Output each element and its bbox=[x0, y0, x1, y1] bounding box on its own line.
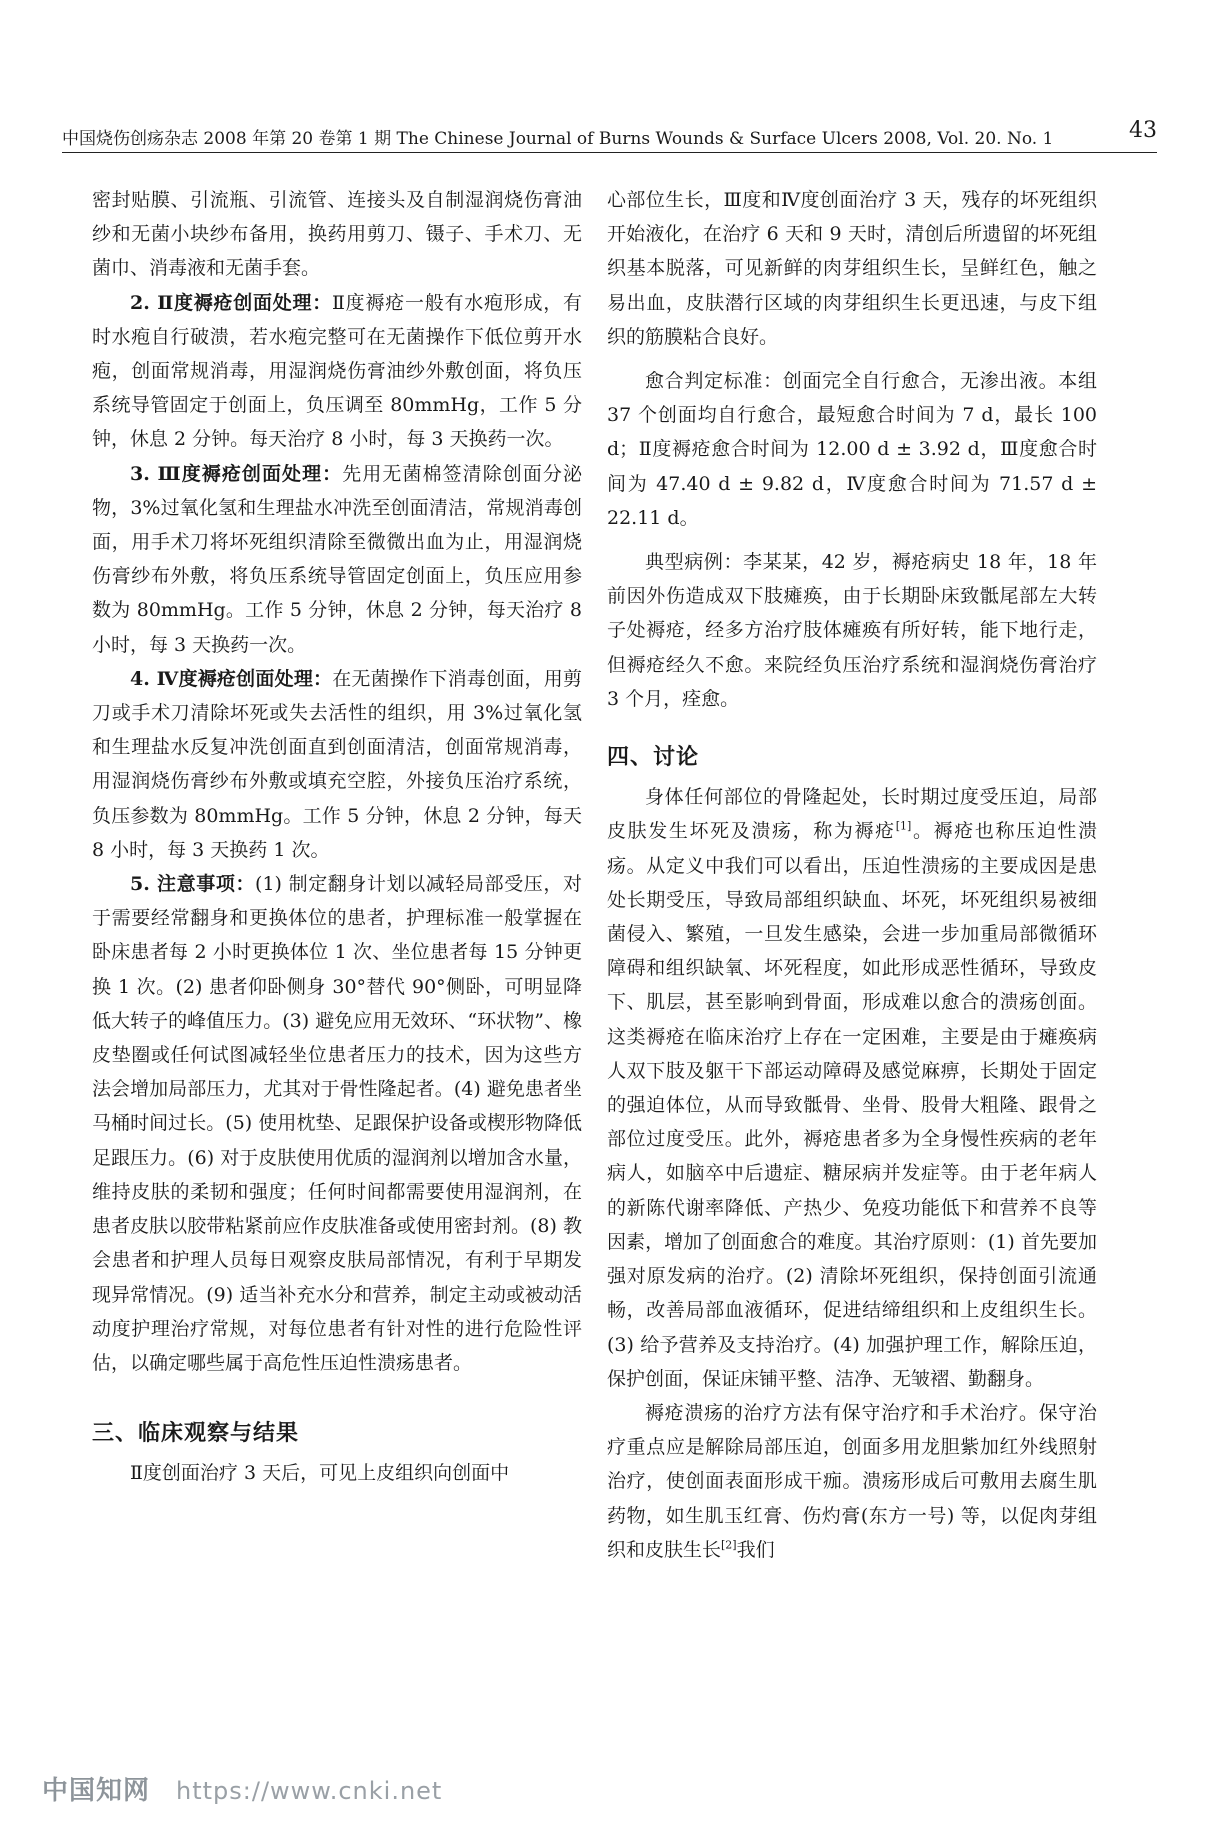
right-column bbox=[607, 183, 1097, 1567]
precautions-label: 5. 注意事项： bbox=[130, 873, 256, 896]
running-header bbox=[62, 118, 1157, 154]
citation-ref-2: [2] bbox=[721, 1538, 737, 1552]
paragraph-results-cont: 心部位生长，Ⅲ度和Ⅳ度创面治疗 3 天，残存的坏死组织开始液化，在治疗 6 天和 9 天时，清创后所遗留的坏死组织基本脱落，可见新鲜的肉芽组织生长，呈鲜红色，触之易出血，皮肤潜行区域的肉芽组织生长更迅速，与皮下组织的筋膜粘合良好。 bbox=[607, 189, 1097, 348]
paragraph-grade4 bbox=[92, 662, 582, 867]
citation-ref-1: [1] bbox=[895, 820, 912, 834]
paragraph-grade2 bbox=[92, 286, 582, 457]
header-rule bbox=[62, 152, 1157, 153]
paragraph-precautions bbox=[92, 867, 582, 1380]
cnki-url: https://www.cnki.net bbox=[176, 1777, 443, 1805]
grade4-text: 在无菌操作下消毒创面，用剪刀或手术刀清除坏死或失去活性的组织，用 3%过氧化氢和生理盐水反复冲洗创面直到创面清洁，创面常规消毒，用湿润烧伤膏纱布外敷或填充空腔，外接负压治疗系统，负压参数为 80mmHg。工作 5 分钟，休息 2 分钟，每天 8 小时，每 3 天换药 1 次。 bbox=[92, 667, 582, 861]
precautions-text: (1) 制定翻身计划以减轻局部受压，对于需要经常翻身和更换体位的患者，护理标准一般掌握在卧床患者每 2 小时更换体位 1 次、坐位患者每 15 分钟更换 1 次。(2) 患者仰卧侧身 30°替代 90°侧卧，可明显降低大转子的峰值压力。(3) 避免应用无效环、“环状物”、橡皮垫圈或任何试图减轻坐位患者压力的技术，因为这些方法会增加局部压力，尤其对于骨性隆起者。(4) 避免患者坐马桶时间过长。(5) 使用枕垫、足跟保护设备或楔形物降低足跟压力。(6) 对于皮肤使用优质的湿润剂以增加含水量，维持皮肤的柔韧和强度；任何时间都需要使用湿润剂，在患者皮肤以胶带粘紧前应作皮肤准备或使用密封剂。(8) 教会患者和护理人员每日观察皮肤局部情况，有利于早期发现异常情况。(9) 适当补充水分和营养，制定主动或被动活动度护理治疗常规，对每位患者有针对性的进行危险性评估，以确定哪些属于高危性压迫性溃疡患者。 bbox=[92, 873, 582, 1374]
paragraph-materials: 密封贴膜、引流瓶、引流管、连接头及自制湿润烧伤膏油纱和无菌小块纱布备用，换药用剪刀、镊子、手术刀、无菌巾、消毒液和无菌手套。 bbox=[92, 189, 582, 280]
cnki-watermark bbox=[42, 1770, 442, 1807]
paragraph-discussion-1 bbox=[607, 780, 1097, 1396]
grade4-label: 4. Ⅳ度褥疮创面处理： bbox=[130, 667, 333, 690]
grade3-text: 先用无菌棉签清除创面分泌物，3%过氧化氢和生理盐水冲洗至创面清洁，常规消毒创面，用手术刀将坏死组织清除至微微出血为止，用湿润烧伤膏纱布外敷，将负压系统导管固定创面上，负压应用参数为 80mmHg。工作 5 分钟，休息 2 分钟，每天治疗 8 小时，每 3 天换药一次。 bbox=[92, 462, 582, 656]
grade2-label: 2. Ⅱ度褥疮创面处理： bbox=[130, 291, 333, 314]
cnki-logo: 中国知网 bbox=[42, 1776, 151, 1806]
discussion-2-text-a: 褥疮溃疡的治疗方法有保守治疗和手术治疗。保守治疗重点应是解除局部压迫，创面多用龙胆紫加红外线照射治疗，使创面表面形成干痂。溃疡形成后可敷用去腐生肌药物，如生肌玉红膏、伤灼膏(东方一号) 等，以促肉芽组织和皮肤生长 bbox=[607, 1401, 1097, 1561]
grade2-text: Ⅱ度褥疮一般有水疱形成，有时水疱自行破溃，若水疱完整可在无菌操作下低位剪开水疱，创面常规消毒，用湿润烧伤膏油纱外敷创面，将负压系统导管固定于创面上，负压调至 80mmHg，工作 5 分钟，休息 2 分钟。每天治疗 8 小时，每 3 天换药一次。 bbox=[92, 291, 582, 451]
paragraph-case-report: 典型病例：李某某，42 岁，褥疮病史 18 年，18 年前因外伤造成双下肢瘫痪，由于长期卧床致骶尾部左大转子处褥疮，经多方治疗肢体瘫痪有所好转，能下地行走，但褥疮经久不愈。来院经负压治疗系统和湿润烧伤膏治疗 3 个月，痊愈。 bbox=[607, 551, 1097, 710]
section-heading-discussion: 四、讨论 bbox=[607, 744, 700, 771]
journal-citation: 中国烧伤创疡杂志 2008 年第 20 卷第 1 期 The Chinese Journal of Burns Wounds & Surface Ulcers 2008, Vol. 20. No. 1 bbox=[62, 129, 1054, 149]
paragraph-healing-criteria: 愈合判定标准：创面完全自行愈合，无渗出液。本组 37 个创面均自行愈合，最短愈合时间为 7 d，最长 100 d；Ⅱ度褥疮愈合时间为 12.00 d ± 3.92 d，Ⅲ度愈合时间为 47.40 d ± 9.82 d，Ⅳ度愈合时间为 71.57 d ± 22.11 d。 bbox=[607, 370, 1097, 529]
grade3-label: 3. Ⅲ度褥疮创面处理： bbox=[130, 462, 343, 485]
paragraph-discussion-2 bbox=[607, 1396, 1097, 1567]
left-column bbox=[92, 183, 582, 1491]
page-number: 43 bbox=[1129, 118, 1157, 143]
paragraph-results-start: Ⅱ度创面治疗 3 天后，可见上皮组织向创面中 bbox=[130, 1462, 510, 1485]
paragraph-grade3 bbox=[92, 457, 582, 662]
discussion-2-text-b: 我们 bbox=[736, 1538, 775, 1561]
discussion-1-text-a: 身体任何部位的骨隆起处，长时期过度受压迫，局部皮肤发生坏死及溃疡，称为褥疮 bbox=[607, 786, 1097, 843]
discussion-1-text-b: 。褥疮也称压迫性溃疡。从定义中我们可以看出，压迫性溃疡的主要成因是患处长期受压，导致局部组织缺血、坏死，坏死组织易被细菌侵入、繁殖，一旦发生感染，会进一步加重局部微循环障碍和组织缺氧、坏死程度，如此形成恶性循环，导致皮下、肌层，甚至影响到骨面，形成难以愈合的溃疡创面。这类褥疮在临床治疗上存在一定困难，主要是由于瘫痪病人双下肢及躯干下部运动障碍及感觉麻痹，长期处于固定的强迫体位，从而导致骶骨、坐骨、股骨大粗隆、跟骨之部位过度受压。此外，褥疮患者多为全身慢性疾病的老年病人，如脑卒中后遗症、糖尿病并发症等。由于老年病人的新陈代谢率降低、产热少、免疫功能低下和营养不良等因素，增加了创面愈合的难度。其治疗原则：(1) 首先要加强对原发病的治疗。(2) 清除坏死组织，保持创面引流通畅，改善局部血液循环，促进结缔组织和上皮组织生长。(3) 给予营养及支持治疗。(4) 加强护理工作，解除压迫，保护创面，保证床铺平整、洁净、无皱褶、勤翻身。 bbox=[607, 820, 1097, 1390]
section-heading-clinical-results: 三、临床观察与结果 bbox=[92, 1420, 300, 1447]
